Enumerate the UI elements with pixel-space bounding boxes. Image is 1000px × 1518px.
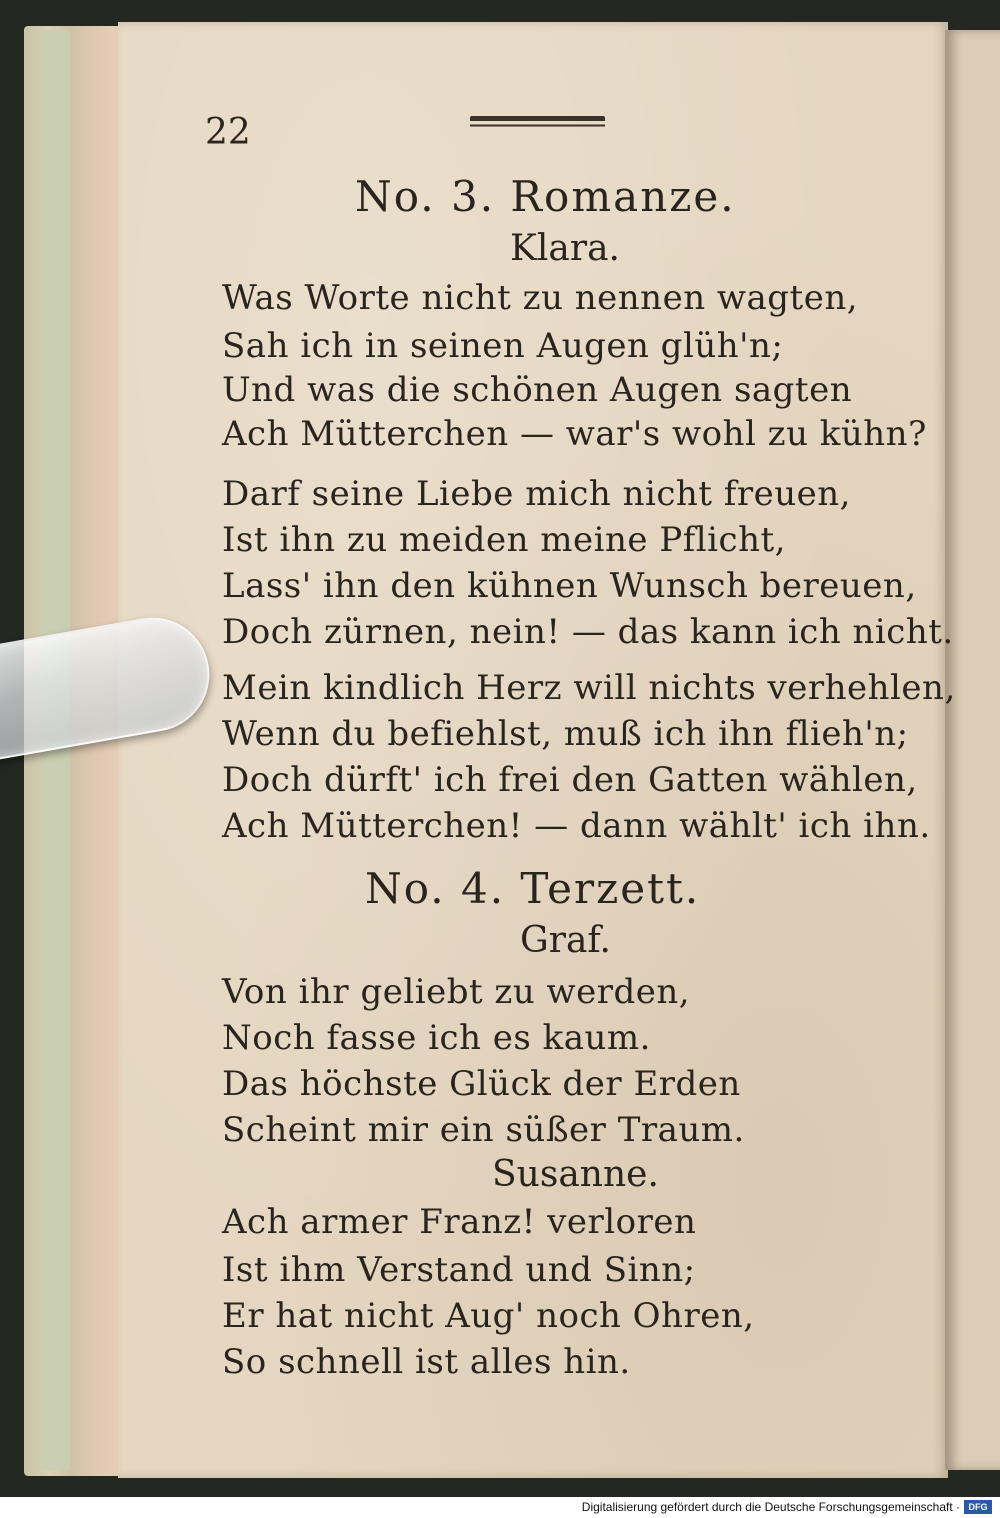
verse-line: Ach Mütterchen — war's wohl zu kühn? [222,414,927,454]
verse-line: Ach Mütterchen! — dann wählt' ich ihn. [222,806,931,846]
facing-page-edge [945,30,1000,1470]
verse-line: Von ihr geliebt zu werden, [222,972,691,1012]
verse-line: Doch zürnen, nein! — das kann ich nicht. [222,612,954,652]
verse-line: Ach armer Franz! verloren [222,1202,697,1242]
speaker-graf: Graf. [520,920,611,961]
section-heading-romanze: No. 3. Romanze. [355,172,736,221]
verse-line: Sah ich in seinen Augen glüh'n; [222,326,784,366]
verse-line: Ist ihm Verstand und Sinn; [222,1250,696,1290]
verse-line: Doch dürft' ich frei den Gatten wählen, [222,760,918,800]
section-heading-terzett: No. 4. Terzett. [365,864,701,913]
speaker-susanne: Susanne. [492,1154,659,1195]
page-number: 22 [205,112,251,153]
speaker-klara: Klara. [510,228,620,269]
dfg-logo: DFG [964,1500,992,1514]
verse-line: Das höchste Glück der Erden [222,1064,741,1104]
footer-credit: Digitalisierung gefördert durch die Deutsche Forschungsgemeinschaft · [581,1500,960,1514]
verse-line: Und was die schönen Augen sagten [222,370,853,410]
verse-line: Darf seine Liebe mich nicht freuen, [222,474,851,514]
verse-line: Lass' ihn den kühnen Wunsch bereuen, [222,566,917,606]
verse-line: Er hat nicht Aug' noch Ohren, [222,1296,755,1336]
verse-line: Noch fasse ich es kaum. [222,1018,651,1058]
verse-line: Wenn du befiehlst, muß ich ihn flieh'n; [222,714,909,754]
header-ornament [470,116,605,130]
verse-line: Scheint mir ein süßer Traum. [222,1110,745,1150]
verse-line: So schnell ist alles hin. [222,1342,631,1382]
verse-line: Ist ihn zu meiden meine Pflicht, [222,520,786,560]
verse-line: Was Worte nicht zu nennen wagten, [222,278,859,318]
verse-line: Mein kindlich Herz will nichts verhehlen, [222,668,956,708]
